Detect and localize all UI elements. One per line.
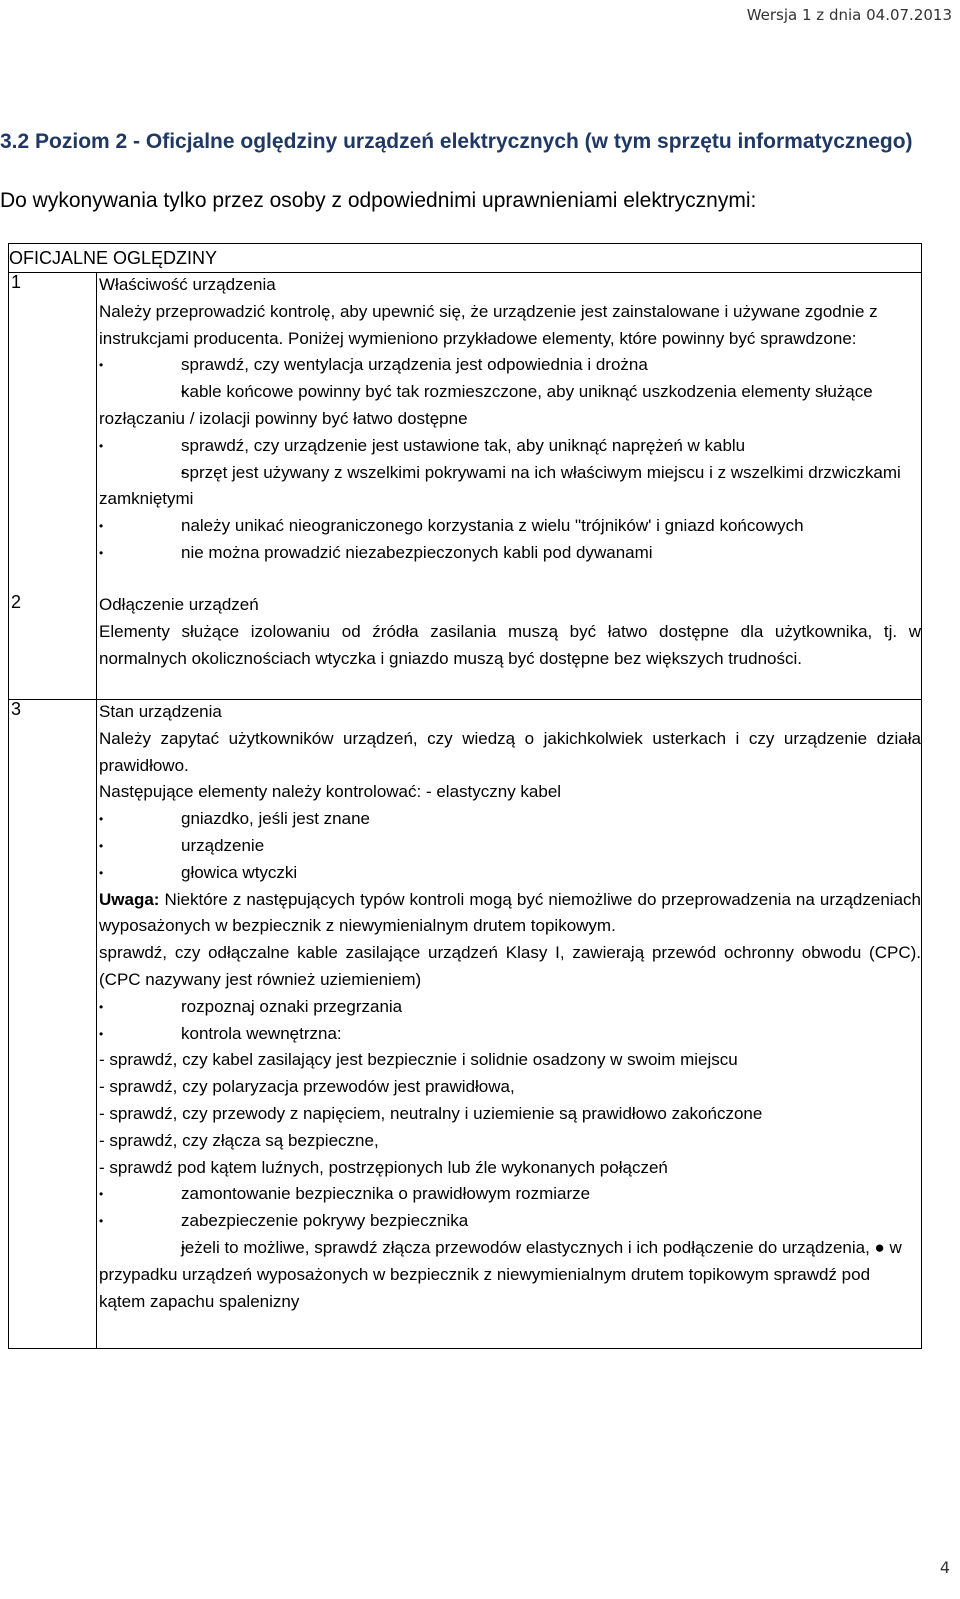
item-number: 2: [11, 592, 22, 612]
column-divider: [96, 272, 97, 1348]
item-content-3: [99, 699, 921, 1315]
section-intro: Do wykonywania tylko przez osoby z odpowiednimi uprawnieniami elektrycznymi:: [0, 189, 757, 212]
item-paragraph: sprawdź, czy odłączalne kable zasilające urządzeń Klasy I, zawierają przewód ochronny obwodu (CPC). (CPC nazywany jest również uziemieniem): [99, 943, 921, 989]
dash-item: - sprawdź, czy kabel zasilający jest bezpiecznie i solidnie osadzony w swoim miejscu: [99, 1050, 738, 1070]
dash-item: - sprawdź, czy przewody z napięciem, neutralny i uziemienie są prawidłowo zakończone: [99, 1103, 763, 1123]
list-item: • należy unikać nieograniczonego korzystania z wielu "trójników' i gniazd końcowych: [99, 513, 921, 540]
list-item: • zabezpieczenie pokrywy bezpiecznika: [99, 1208, 921, 1235]
warning-label: Uwaga:: [99, 889, 160, 909]
inspection-box: [8, 243, 922, 1349]
item-paragraph: Należy zapytać użytkowników urządzeń, czy wiedzą o jakichkolwiek usterkach i czy urządzenie działa prawidłowo.: [99, 728, 921, 775]
list-item: • głowica wtyczki: [99, 860, 921, 887]
list-item: • zamontowanie bezpiecznika o prawidłowym rozmiarze: [99, 1181, 921, 1208]
item-title: Stan urządzenia: [99, 702, 222, 721]
list-item: • kable końcowe powinny być tak rozmieszczone, aby uniknąć uszkodzenia elementy służące rozłączaniu / izolacji powinny być łatwo dostępne: [99, 379, 921, 433]
dash-item: - sprawdź, czy polaryzacja przewodów jest prawidłowa,: [99, 1077, 515, 1097]
item-number: 1: [11, 272, 22, 292]
box-title: OFICJALNE OGLĘDZINY: [9, 248, 218, 268]
list-item: • gniazdko, jeśli jest znane: [99, 806, 921, 833]
dash-item: - sprawdź pod kątem luźnych, postrzępionych lub źle wykonanych połączeń: [99, 1157, 668, 1177]
list-item: • kontrola wewnętrzna:: [99, 1021, 921, 1048]
item-paragraph: Następujące elementy należy kontrolować: - elastyczny kabel: [99, 782, 562, 802]
version-label: Wersja 1 z dnia 04.07.2013: [746, 6, 952, 24]
item-paragraph: Elementy służące izolowaniu od źródła zasilania muszą być łatwo dostępne dla użytkownika, tj. w normalnych okolicznościach wtyczka i gniazdo muszą być dostępne bez większych trudności.: [99, 621, 921, 668]
list-item: • sprawdź, czy urządzenie jest ustawione tak, aby uniknąć naprężeń w kablu: [99, 433, 921, 460]
section-heading: 3.2 Poziom 2 - Oficjalne oględziny urządzeń elektrycznych (w tym sprzętu informatycznego): [0, 130, 913, 153]
item-title: Właściwość urządzenia: [99, 275, 276, 294]
list-item: • sprawdź, czy wentylacja urządzenia jest odpowiednia i drożna: [99, 352, 921, 379]
list-item: • rozpoznaj oznaki przegrzania: [99, 994, 921, 1021]
list-item: • nie można prowadzić niezabezpieczonych kabli pod dywanami: [99, 540, 921, 567]
list-item: • jeżeli to możliwe, sprawdź złącza przewodów elastycznych i ich podłączenie do urządzenia, ● w przypadku urządzeń wyposażonych w bezpiecznik z niewymienialnym drutem topikowym sprawdź pod kątem zapachu spalenizny: [99, 1235, 921, 1315]
item-title: Odłączenie urządzeń: [99, 595, 259, 614]
warning-text: Niektóre z następujących typów kontroli mogą być niemożliwe do przeprowadzenia na urządzeniach wyposażonych w bezpiecznik z niewymienialnym drutem topikowym.: [99, 889, 921, 936]
item-content-1: [99, 272, 921, 567]
dash-item: - sprawdź, czy złącza są bezpieczne,: [99, 1130, 379, 1150]
item-content-2: [99, 592, 921, 672]
page-number: 4: [939, 1558, 950, 1577]
item-number: 3: [11, 699, 22, 719]
list-item: • sprzęt jest używany z wszelkimi pokrywami na ich właściwym miejscu i z wszelkimi drzwiczkami zamkniętymi: [99, 460, 921, 514]
list-item: • urządzenie: [99, 833, 921, 860]
warning-paragraph: [99, 887, 921, 941]
item-paragraph: Należy przeprowadzić kontrolę, aby upewnić się, że urządzenie jest zainstalowane i używane zgodnie z instrukcjami producenta. Poniżej wymieniono przykładowe elementy, które powinny być sprawdzone:: [99, 301, 878, 348]
